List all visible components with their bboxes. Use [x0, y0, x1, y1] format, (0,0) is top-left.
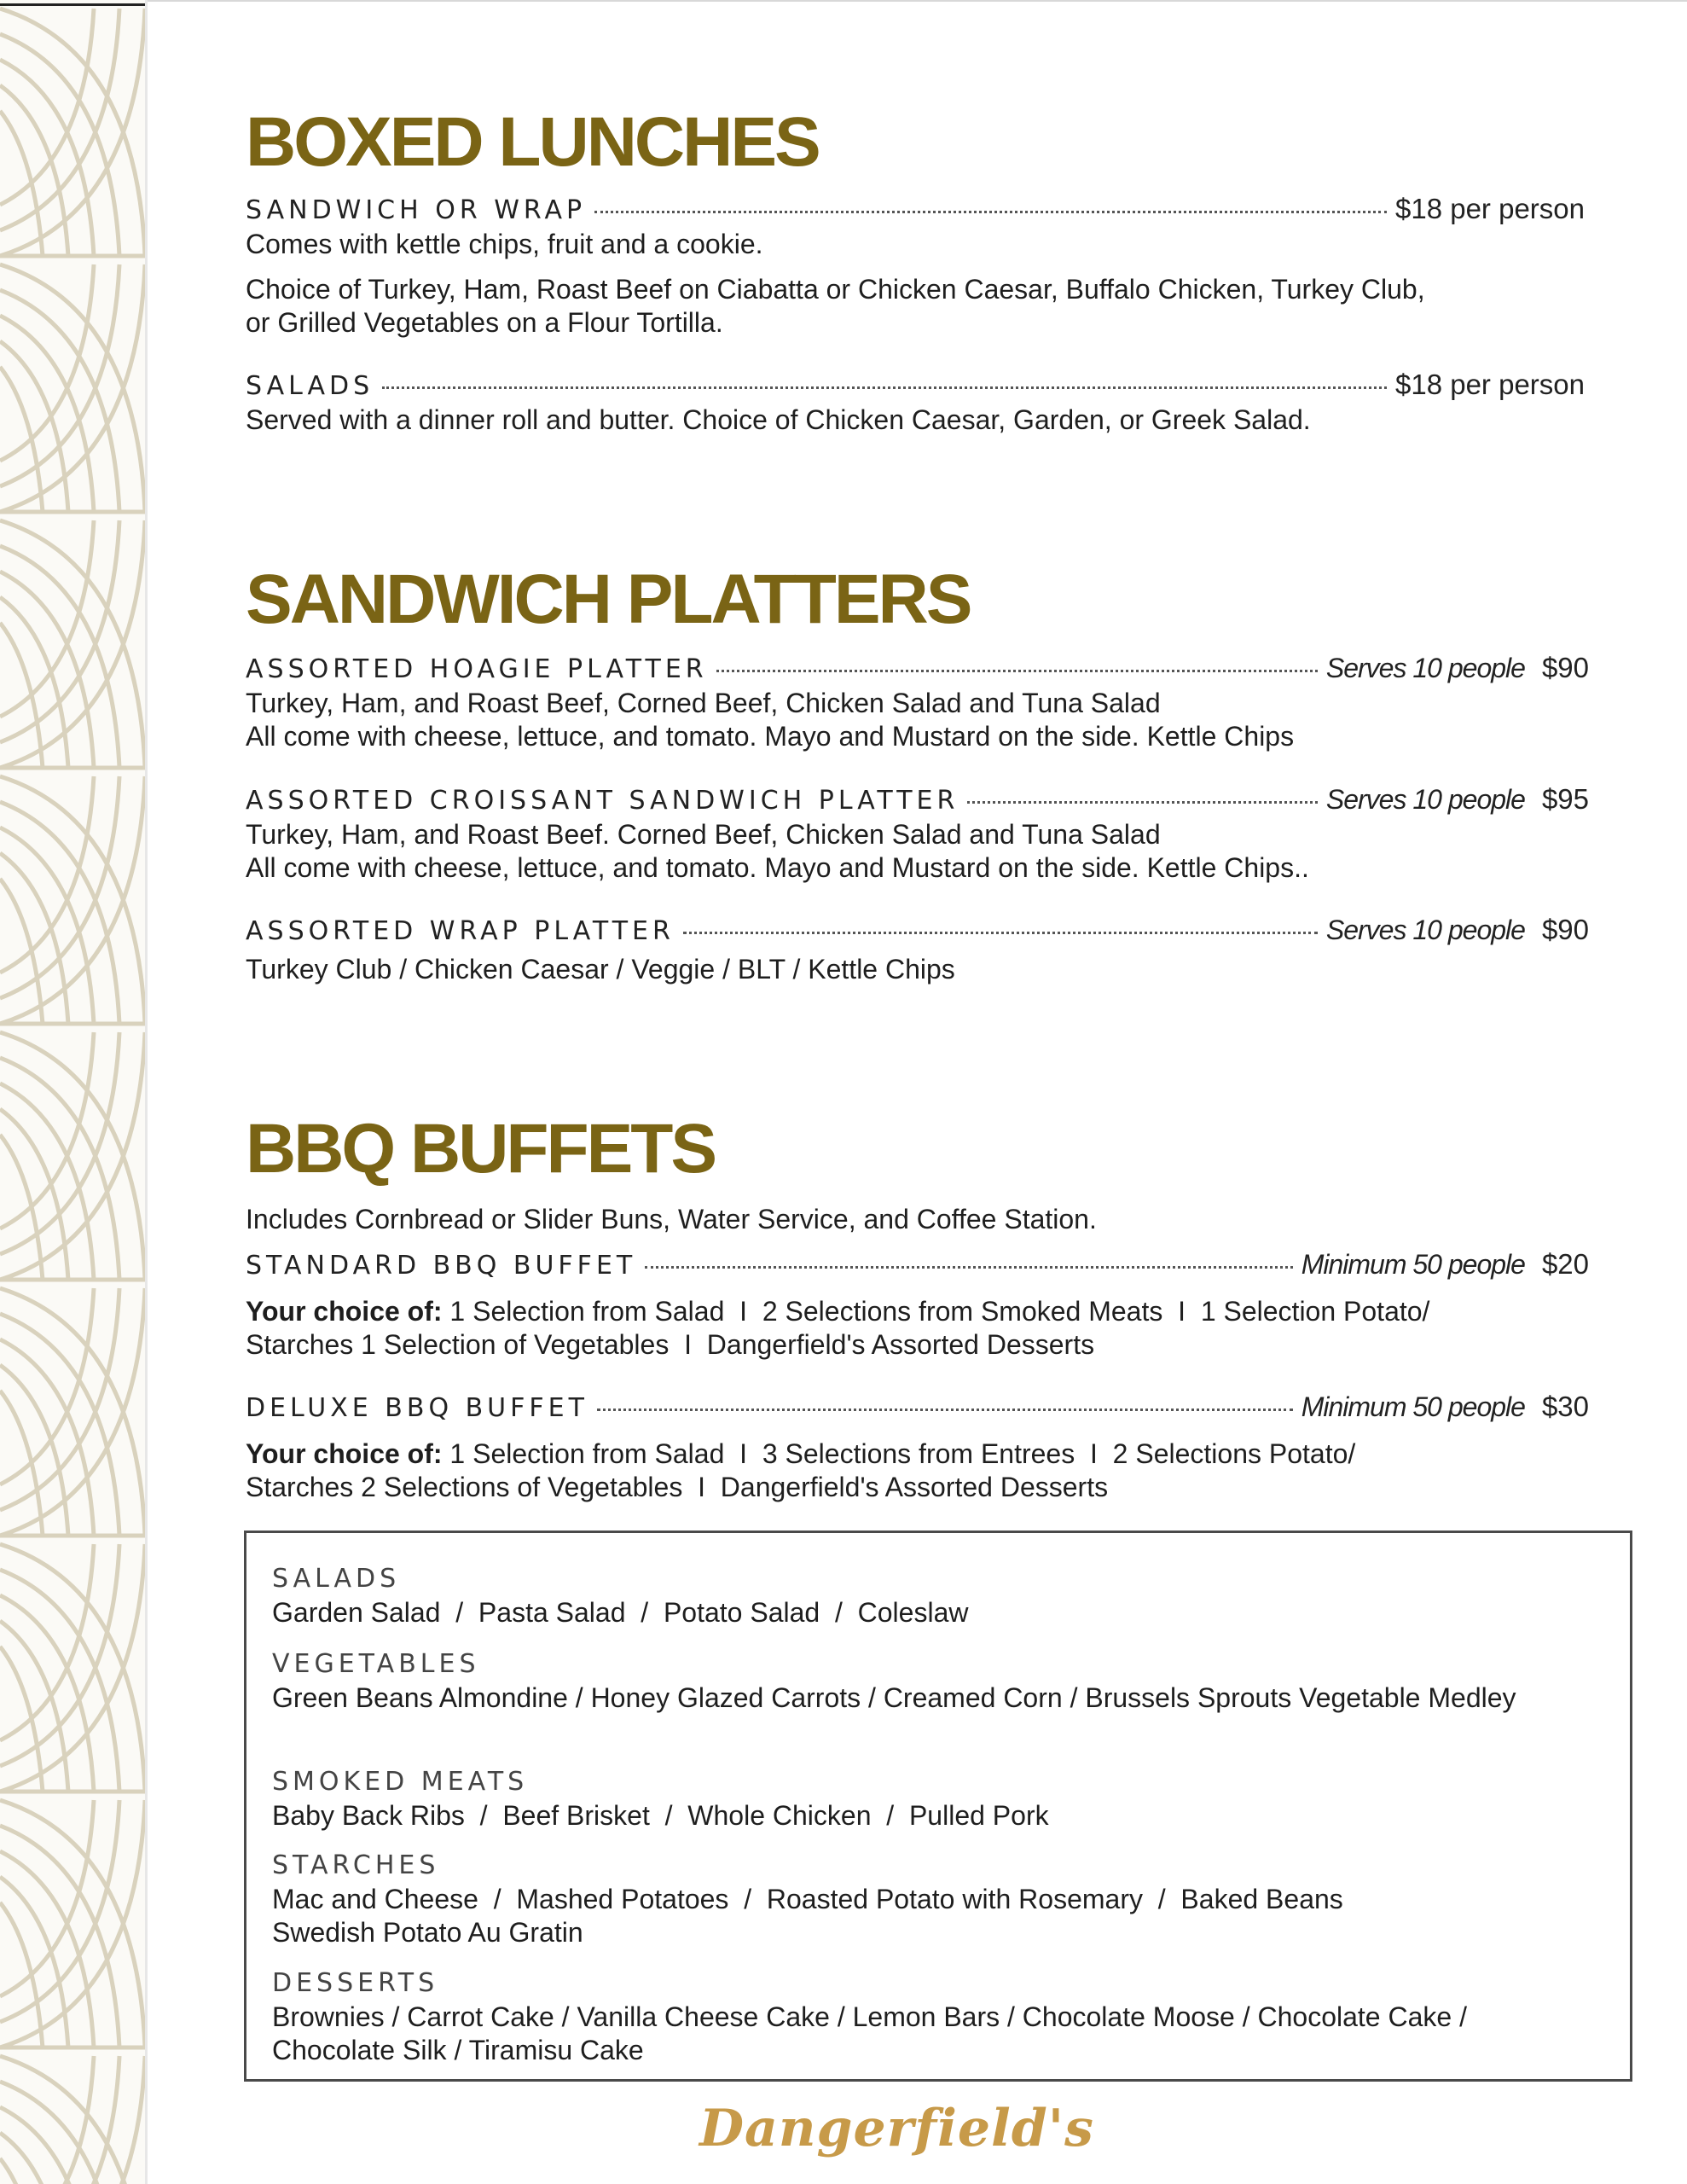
item-description: Turkey Club / Chicken Caesar / Veggie / BLT / Kettle Chips	[246, 954, 955, 985]
dot-leader	[382, 386, 1387, 389]
selection-list-vegetables: Green Beans Almondine / Honey Glazed Carrots / Creamed Corn / Brussels Sprouts Vegetable Medley	[272, 1682, 1516, 1713]
selection-list-desserts: Brownies / Carrot Cake / Vanilla Cheese Cake / Lemon Bars / Chocolate Moose / Chocolate Cake / Chocolate Silk / Tiramisu Cake	[272, 2001, 1467, 2065]
item-description: Choice of Turkey, Ham, Roast Beef on Ciabatta or Chicken Caesar, Buffalo Chicken, Turkey Club,	[246, 274, 1425, 305]
menu-item-croissant-platter	[246, 783, 1589, 821]
item-price: $95	[1541, 783, 1589, 815]
choice-label: Your choice of:	[246, 1438, 443, 1469]
item-serves: Serves 10 people	[1325, 653, 1525, 683]
item-serves: Serves 10 people	[1325, 915, 1525, 945]
choice-line: 1 Selection from Salad I 3 Selections from Entrees I 2 Selections Potato/	[449, 1438, 1356, 1469]
dot-leader	[645, 1266, 1292, 1269]
selection-heading-desserts: DESSERTS	[272, 1968, 439, 1998]
item-description: All come with cheese, lettuce, and tomato. Mayo and Mustard on the side. Kettle Chips	[246, 721, 1295, 752]
item-description: Turkey, Ham, and Roast Beef, Corned Beef, Chicken Salad and Tuna Salad	[246, 688, 1161, 718]
item-price: $18 per person	[1395, 193, 1585, 224]
selection-heading-vegetables: VEGETABLES	[272, 1649, 480, 1679]
item-price: $20	[1541, 1248, 1589, 1280]
choice-line: 1 Selection from Salad I 2 Selections from Smoked Meats I 1 Selection Potato/	[449, 1296, 1430, 1327]
dot-leader	[683, 932, 1318, 934]
item-price: $90	[1541, 652, 1589, 683]
dot-leader	[597, 1409, 1293, 1411]
item-description: All come with cheese, lettuce, and tomato. Mayo and Mustard on the side. Kettle Chips..	[246, 852, 1309, 883]
menu-item-salads	[246, 369, 1585, 406]
art-deco-arc-pattern	[0, 0, 145, 2184]
decorative-side-panel	[0, 0, 148, 2184]
section-title-boxed-lunches: BOXED LUNCHES	[246, 103, 819, 181]
section-title-bbq-buffets: BBQ BUFFETS	[246, 1110, 716, 1188]
item-name: SALADS	[246, 371, 374, 401]
selection-list-smoked-meats: Baby Back Ribs / Beef Brisket / Whole Chicken / Pulled Pork	[272, 1800, 1049, 1831]
item-serves: Serves 10 people	[1325, 784, 1525, 815]
item-name: STANDARD BBQ BUFFET	[246, 1251, 637, 1281]
selection-list-salads: Garden Salad / Pasta Salad / Potato Salad / Coleslaw	[272, 1597, 969, 1628]
item-description: Served with a dinner roll and butter. Choice of Chicken Caesar, Garden, or Greek Salad.	[246, 404, 1311, 435]
top-rule	[0, 0, 1687, 2]
item-name: SANDWICH OR WRAP	[246, 195, 587, 225]
menu-item-deluxe-bbq-buffet	[246, 1391, 1589, 1428]
item-price: $18 per person	[1395, 369, 1585, 400]
section-intro: Includes Cornbread or Slider Buns, Water Service, and Coffee Station.	[246, 1204, 1097, 1234]
item-price: $90	[1541, 914, 1589, 945]
selections-box	[244, 1531, 1632, 2082]
menu-item-hoagie-platter	[246, 652, 1589, 689]
item-description: Starches 1 Selection of Vegetables I Dangerfield's Assorted Desserts	[246, 1329, 1095, 1360]
item-description: or Grilled Vegetables on a Flour Tortilla.	[246, 307, 723, 338]
menu-item-standard-bbq-buffet	[246, 1248, 1589, 1286]
item-name: ASSORTED HOAGIE PLATTER	[246, 654, 708, 684]
selection-heading-smoked-meats: SMOKED MEATS	[272, 1767, 529, 1797]
item-price: $30	[1541, 1391, 1589, 1422]
item-serves: Minimum 50 people	[1301, 1391, 1525, 1422]
item-description: Comes with kettle chips, fruit and a cookie.	[246, 229, 763, 259]
item-description	[246, 1295, 1429, 1328]
menu-item-sandwich-or-wrap	[246, 193, 1585, 230]
item-description: Starches 2 Selections of Vegetables I Dangerfield's Assorted Desserts	[246, 1472, 1109, 1502]
section-title-sandwich-platters: SANDWICH PLATTERS	[246, 561, 971, 638]
item-description: Turkey, Ham, and Roast Beef. Corned Beef, Chicken Salad and Tuna Salad	[246, 819, 1161, 850]
item-serves: Minimum 50 people	[1301, 1249, 1525, 1280]
item-name: ASSORTED CROISSANT SANDWICH PLATTER	[246, 786, 959, 816]
selection-list-starches: Mac and Cheese / Mashed Potatoes / Roasted Potato with Rosemary / Baked Beans	[272, 1884, 1343, 1914]
dot-leader	[967, 801, 1318, 804]
selection-list-starches-2: Swedish Potato Au Gratin	[272, 1917, 583, 1948]
menu-item-wrap-platter	[246, 914, 1589, 951]
item-description	[246, 1438, 1355, 1471]
dangerfields-logo: Dangerfield's	[699, 2099, 1094, 2158]
selection-heading-salads: SALADS	[272, 1564, 401, 1594]
selection-heading-starches: STARCHES	[272, 1850, 440, 1880]
item-name: ASSORTED WRAP PLATTER	[246, 916, 675, 946]
choice-label: Your choice of:	[246, 1296, 443, 1327]
dot-leader	[594, 211, 1387, 213]
dot-leader	[716, 670, 1318, 672]
item-name: DELUXE BBQ BUFFET	[246, 1393, 588, 1423]
